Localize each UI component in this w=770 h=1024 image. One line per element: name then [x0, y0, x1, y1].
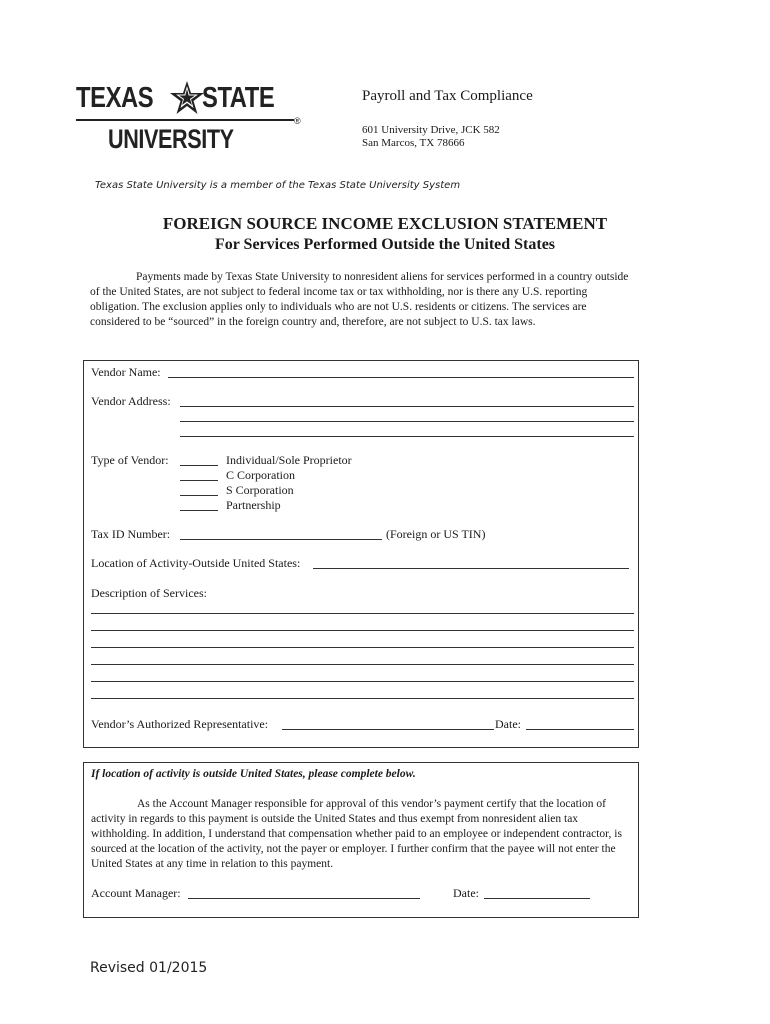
description-line-6[interactable] [91, 698, 634, 699]
certification-paragraph [91, 797, 633, 872]
logo-rule [76, 119, 294, 121]
intro-paragraph [90, 270, 635, 330]
texas-state-logo [76, 80, 308, 156]
intro-text: Payments made by Texas State University to nonresident aliens for services performed in a country outside of the United States, are not subject to federal income tax or tax withholding, nor is there any U.S. reporting obligation. The exclusion applies only to individuals who are not U.S. residents or citizens. The services are considered to be “sourced” in the foreign country and, therefore, are not subject to U.S. tax laws. [90, 271, 629, 328]
vendor-information-box [83, 360, 639, 748]
logo-word-state: STATE [202, 82, 275, 114]
address-line-2: San Marcos, TX 78666 [362, 137, 465, 149]
vendor-address-label: Vendor Address: [91, 394, 171, 408]
manager-date-label: Date: [453, 886, 479, 900]
vendor-type-individual: Individual/Sole Proprietor [226, 453, 352, 467]
star-icon [169, 80, 205, 116]
document-title: FOREIGN SOURCE INCOME EXCLUSION STATEMENT [162, 214, 608, 233]
location-field[interactable] [313, 568, 629, 569]
type-of-vendor-label: Type of Vendor: [91, 453, 169, 467]
vendor-address-line-3[interactable] [180, 436, 634, 437]
tax-id-field[interactable] [180, 539, 382, 540]
account-manager-label: Account Manager: [91, 886, 181, 900]
member-statement: Texas State University is a member of the Texas State University System [95, 180, 461, 191]
representative-field[interactable] [282, 729, 494, 730]
vendor-type-partnership: Partnership [226, 498, 281, 512]
description-line-3[interactable] [91, 647, 634, 648]
vendor-name-field[interactable] [168, 377, 634, 378]
description-line-1[interactable] [91, 613, 634, 614]
manager-date-field[interactable] [484, 898, 590, 899]
vendor-address-line-2[interactable] [180, 421, 634, 422]
vendor-type-blank-partnership[interactable] [180, 510, 218, 511]
vendor-date-label: Date: [495, 717, 521, 731]
vendor-address-line-1[interactable] [180, 406, 634, 407]
location-label: Location of Activity-Outside United States: [91, 556, 301, 570]
activity-certification-box [83, 762, 639, 918]
account-manager-field[interactable] [188, 898, 420, 899]
logo-word-university: UNIVERSITY [108, 124, 234, 154]
tax-id-label: Tax ID Number: [91, 527, 171, 541]
logo-word-texas: TEXAS [76, 82, 154, 114]
department-name: Payroll and Tax Compliance [362, 88, 533, 104]
activity-heading: If location of activity is outside United States, please complete below. [91, 768, 416, 780]
tax-id-note: (Foreign or US TIN) [386, 527, 486, 541]
certification-text: As the Account Manager responsible for approval of this vendor’s payment certify that the location of activity in regards to this payment is outside the United States and thus exempt from nonresident alien tax withholding. In addition, I understand that compensation whether paid to an employee or independent contractor, is sourced at the location of the activity, not the payer or employer. I further confirm that the payee will not enter the United States at any time in relation to this payment. [91, 798, 622, 870]
description-line-2[interactable] [91, 630, 634, 631]
description-line-5[interactable] [91, 681, 634, 682]
vendor-type-s-corporation: S Corporation [226, 483, 294, 497]
document-subtitle: For Services Performed Outside the United States [214, 236, 556, 253]
vendor-type-blank-individual[interactable] [180, 465, 218, 466]
vendor-type-c-corporation: C Corporation [226, 468, 295, 482]
vendor-name-label: Vendor Name: [91, 365, 161, 379]
address-line-1: 601 University Drive, JCK 582 [362, 124, 500, 136]
representative-label: Vendor’s Authorized Representative: [91, 717, 269, 731]
description-line-4[interactable] [91, 664, 634, 665]
vendor-date-field[interactable] [526, 729, 634, 730]
vendor-type-blank-c-corp[interactable] [180, 480, 218, 481]
description-label: Description of Services: [91, 586, 207, 600]
revision-date: Revised 01/2015 [90, 960, 208, 976]
registered-mark: ® [294, 116, 301, 126]
vendor-type-blank-s-corp[interactable] [180, 495, 218, 496]
